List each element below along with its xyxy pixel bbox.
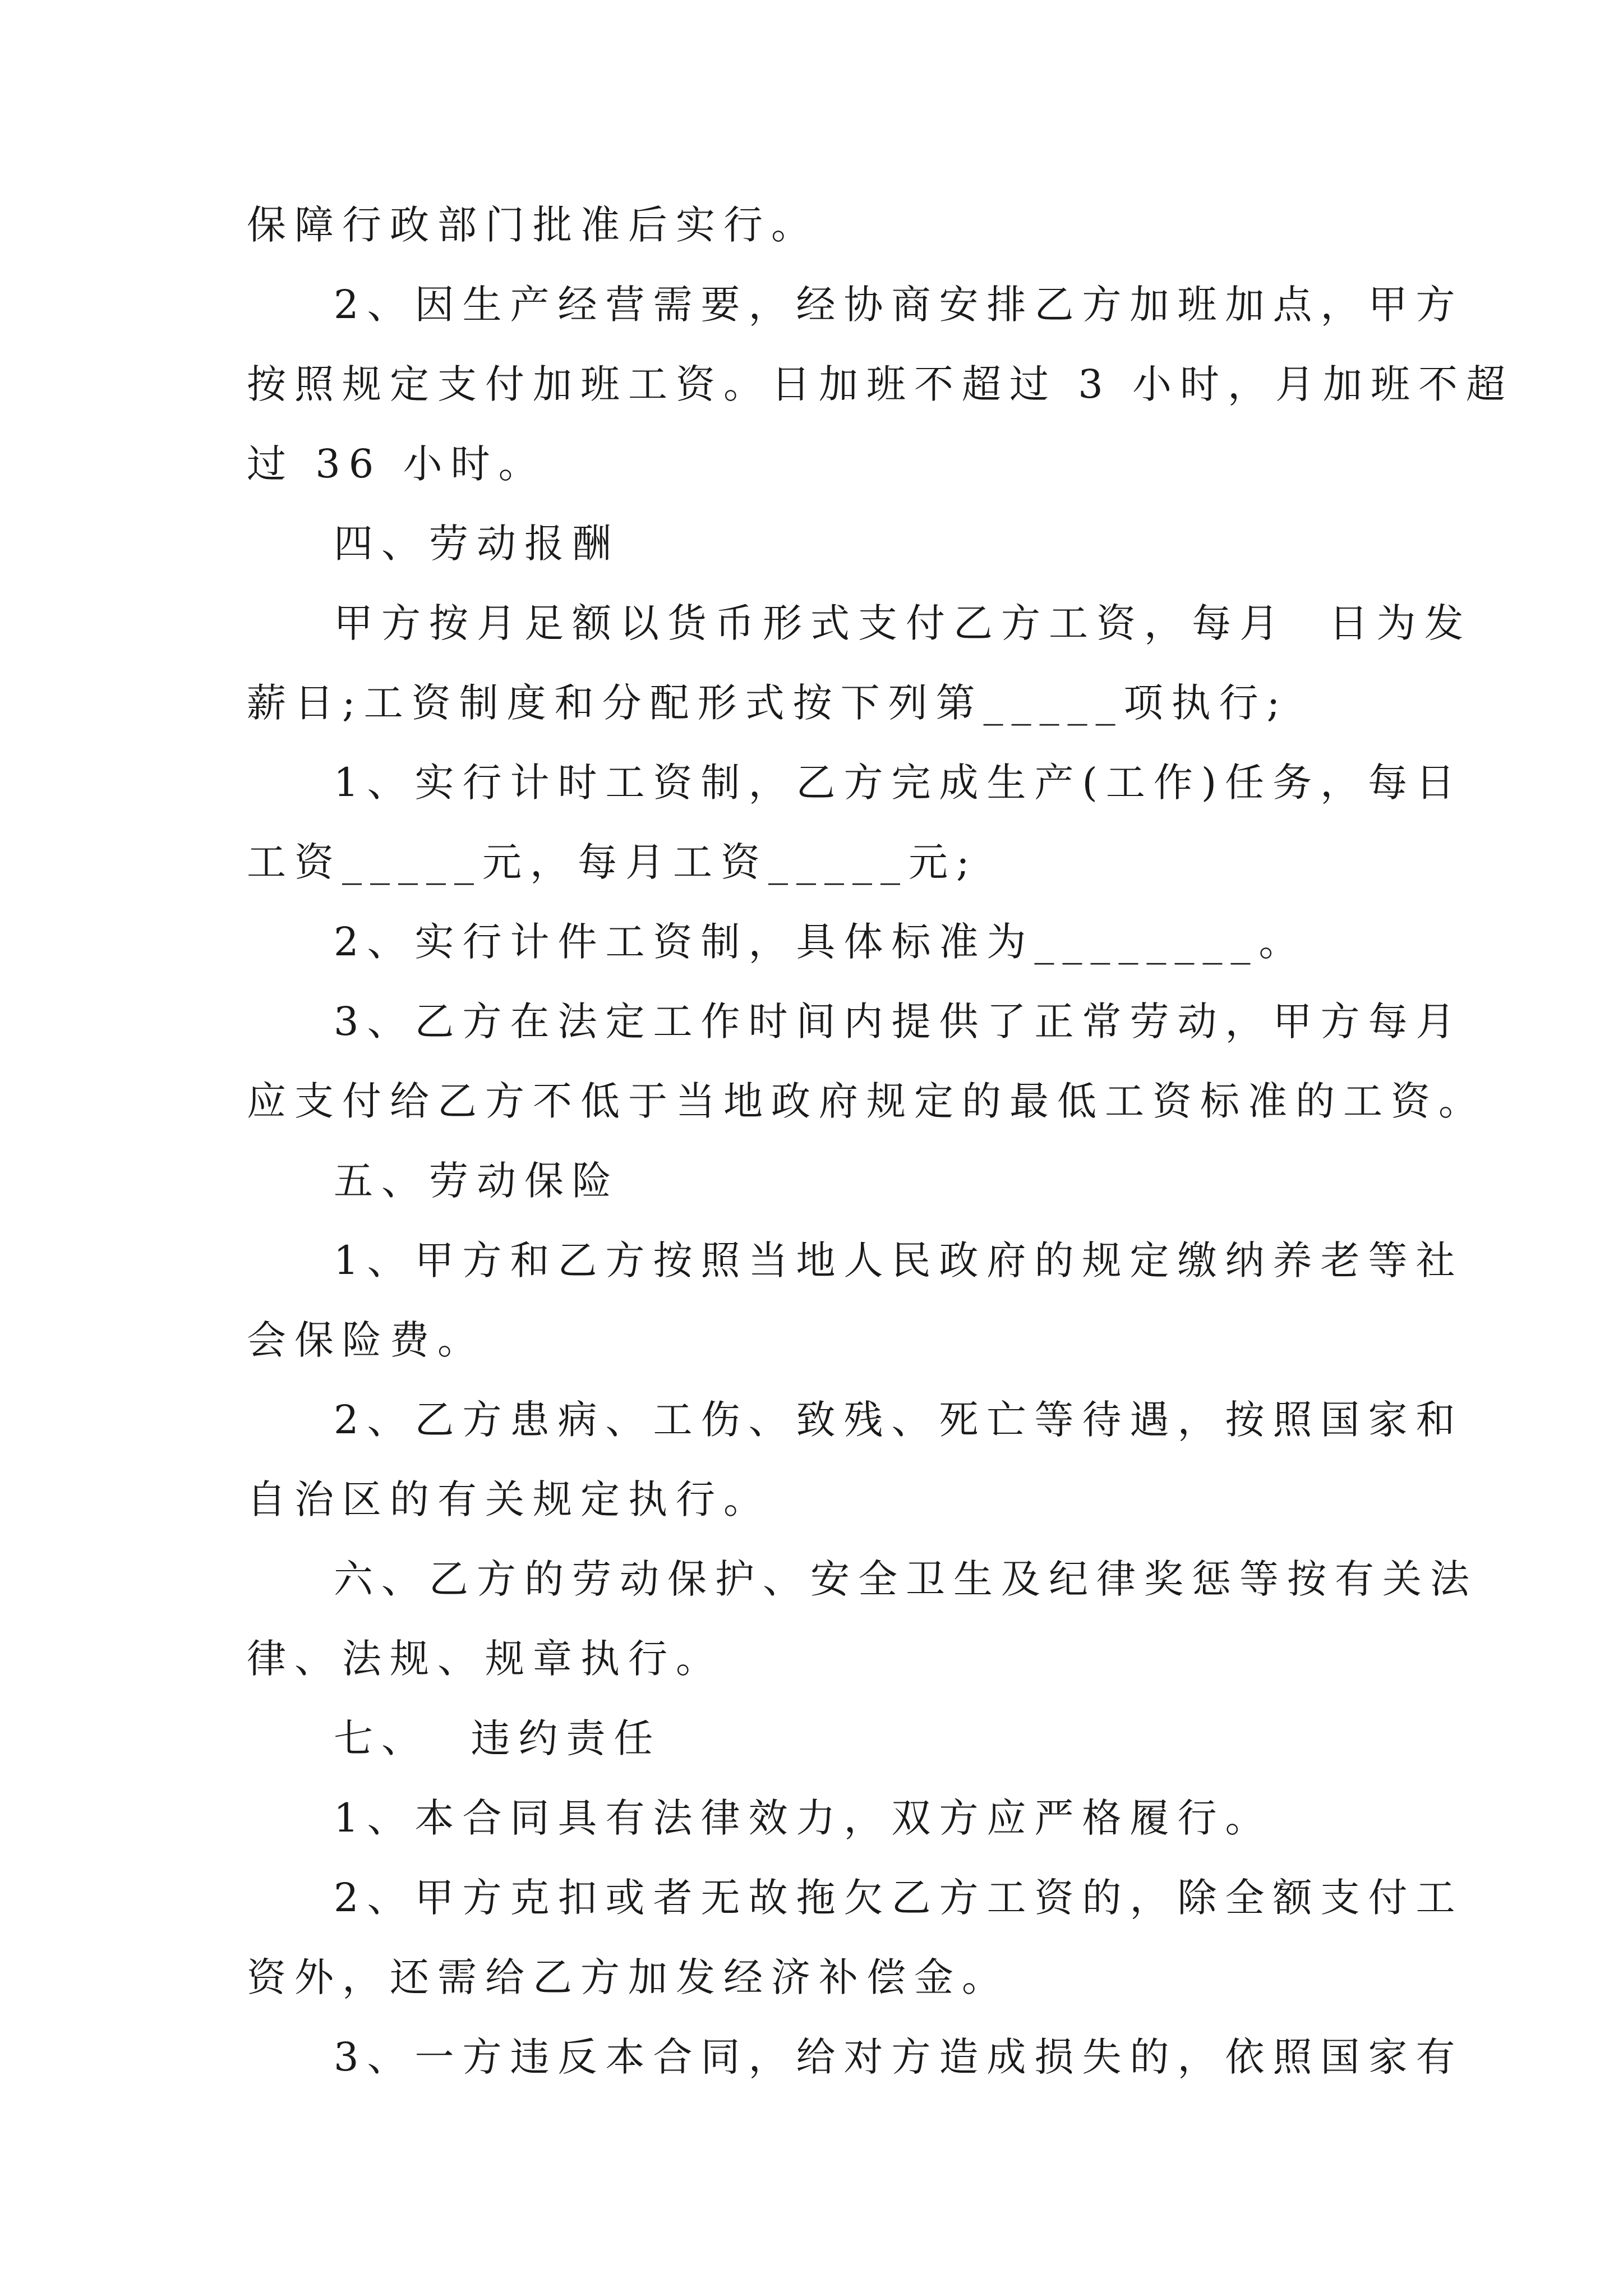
text-line: 律、法规、规章执行。 — [247, 1636, 723, 1682]
text-line: 资外，还需给乙方加发经济补偿金。 — [247, 1954, 1009, 2000]
text-line: 过 36 小时。 — [247, 441, 546, 487]
text-line: 会保险费。 — [247, 1317, 485, 1363]
text-line: 保障行政部门批准后实行。 — [247, 202, 819, 248]
text-line: 按照规定支付加班工资。日加班不超过 3 小时，月加班不超 — [247, 361, 1514, 407]
text-line: 2、实行计件工资制，具体标准为________。 — [334, 919, 1307, 965]
text-line: 2、甲方克扣或者无故拖欠乙方工资的，除全额支付工 — [334, 1875, 1464, 1921]
text-line: 3、一方违反本合同，给对方造成损失的，依照国家有 — [334, 2034, 1464, 2080]
text-line: 3、乙方在法定工作时间内提供了正常劳动，甲方每月 — [334, 999, 1464, 1045]
text-line: 应支付给乙方不低于当地政府规定的最低工资标准的工资。 — [247, 1078, 1486, 1124]
text-line: 甲方按月足额以货币形式支付乙方工资，每月 日为发 — [334, 600, 1472, 646]
text-line: 薪日;工资制度和分配形式按下列第_____项执行; — [247, 680, 1289, 726]
text-line: 1、实行计时工资制，乙方完成生产(工作)任务，每日 — [334, 760, 1464, 806]
text-line: 2、因生产经营需要，经协商安排乙方加班加点，甲方 — [334, 282, 1464, 328]
text-line: 自治区的有关规定执行。 — [247, 1476, 771, 1522]
text-line: 1、本合同具有法律效力，双方应严格履行。 — [334, 1795, 1273, 1841]
section-heading: 六、乙方的劳动保护、安全卫生及纪律奖惩等按有关法 — [334, 1556, 1478, 1602]
section-heading: 五、劳动保险 — [334, 1158, 620, 1204]
text-line: 1、甲方和乙方按照当地人民政府的规定缴纳养老等社 — [334, 1237, 1464, 1283]
section-heading: 四、劳动报酬 — [334, 521, 620, 567]
document-page — [247, 202, 1514, 2114]
text-line: 工资_____元，每月工资_____元; — [247, 839, 978, 885]
section-heading: 七、 违约责任 — [334, 1715, 662, 1761]
text-line: 2、乙方患病、工伤、致残、死亡等待遇，按照国家和 — [334, 1397, 1464, 1443]
